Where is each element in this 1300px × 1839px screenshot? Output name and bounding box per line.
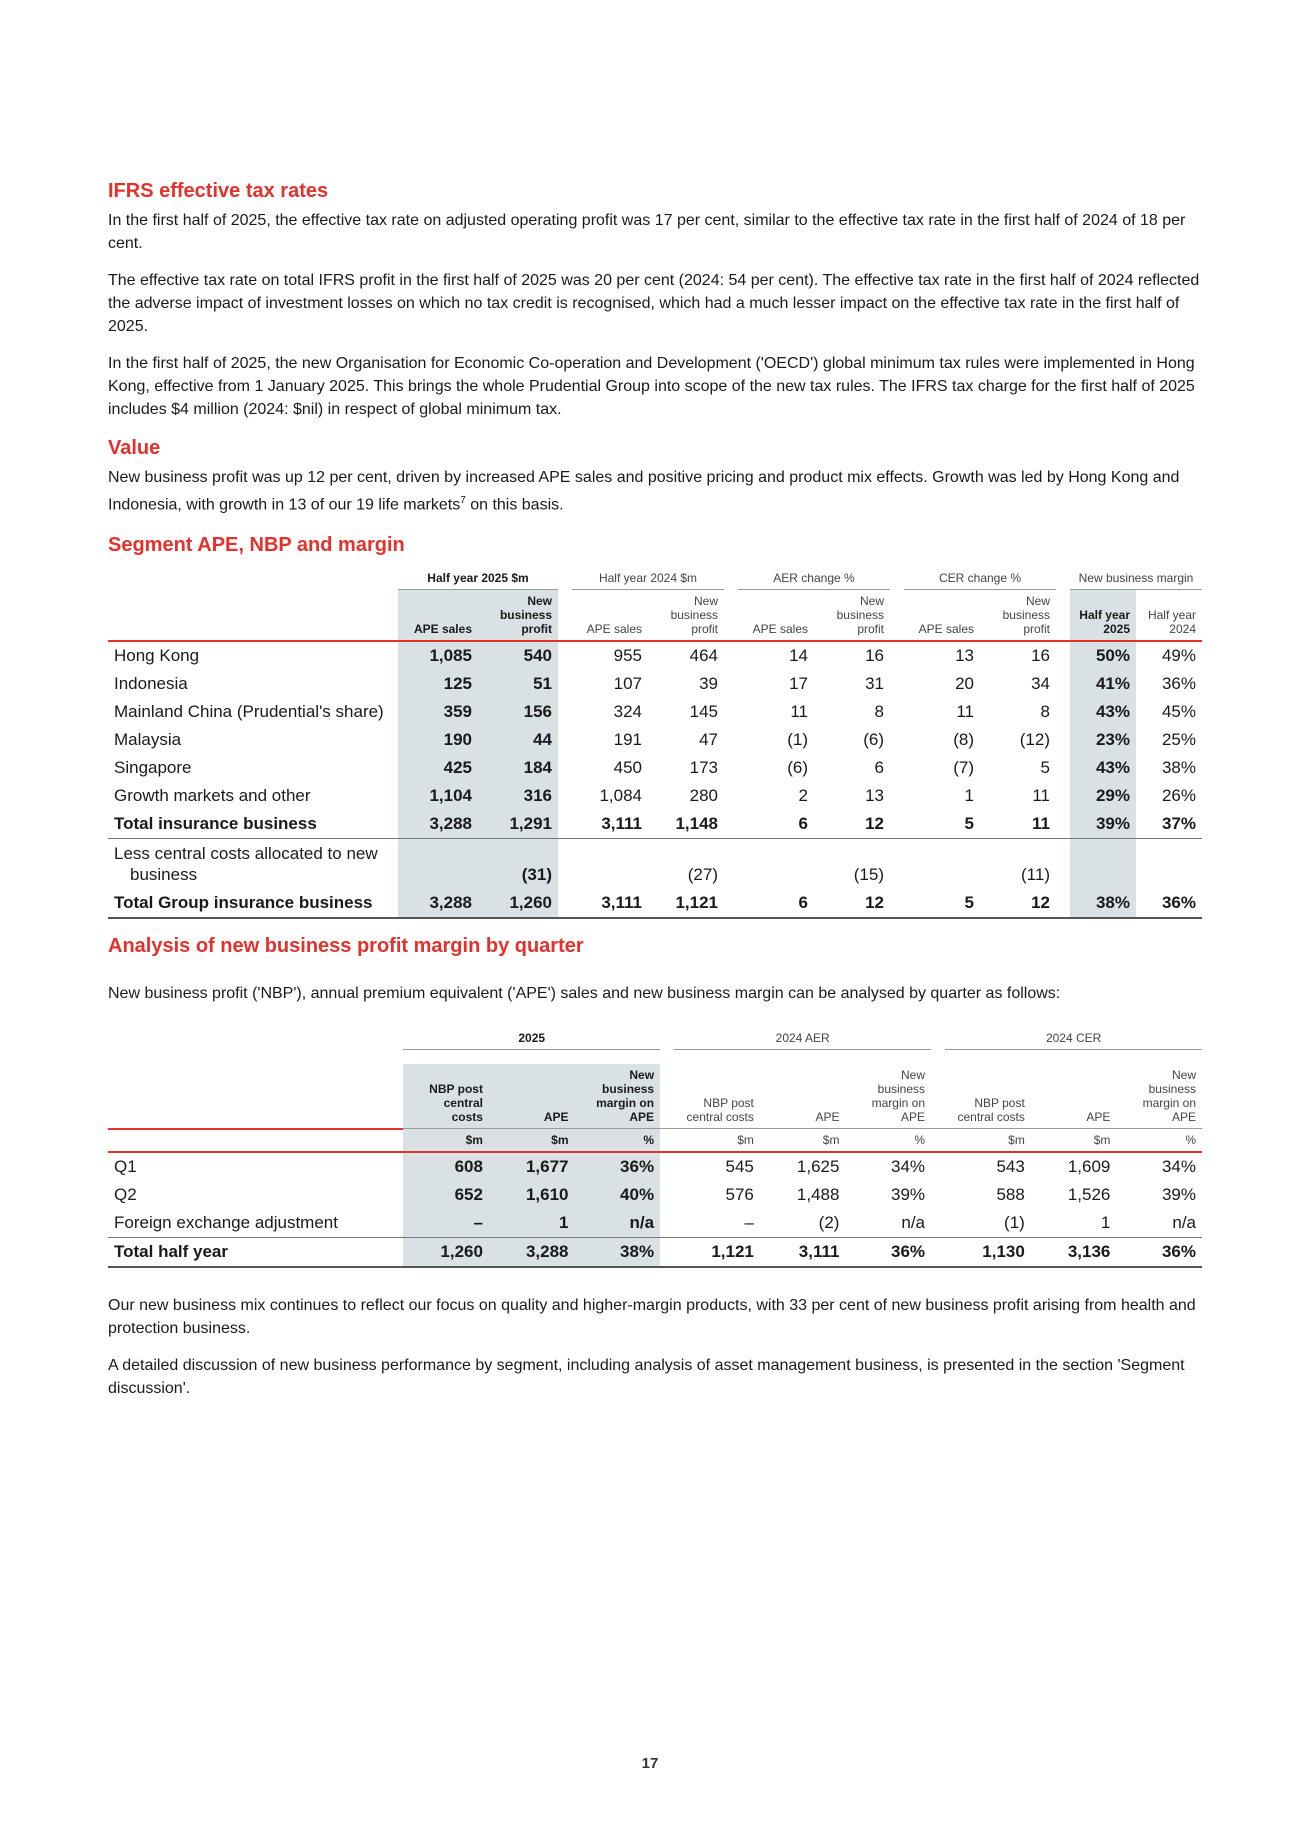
table-cell: 29% bbox=[1070, 782, 1136, 810]
table-cell: 359 bbox=[398, 698, 478, 726]
row-label: Indonesia bbox=[114, 674, 188, 694]
table-cell: (1) bbox=[945, 1209, 1031, 1238]
table-cell: n/a bbox=[575, 1209, 661, 1238]
table-cell: 39% bbox=[890, 1185, 926, 1205]
table-cell: 190 bbox=[398, 726, 478, 754]
table-cell: 652 bbox=[403, 1181, 489, 1209]
group-header-2025: 2025 bbox=[403, 1031, 660, 1050]
table-cell: 13 bbox=[955, 646, 974, 666]
table-cell: 1,260 bbox=[403, 1238, 489, 1268]
table-cell: 2 bbox=[798, 786, 808, 806]
column-header: Half year 2025 bbox=[1070, 590, 1136, 642]
page-number: 17 bbox=[641, 1755, 659, 1772]
table-cell: 1 bbox=[964, 786, 974, 806]
value-paragraph bbox=[108, 466, 1202, 516]
table-cell: 125 bbox=[398, 670, 478, 698]
table-cell: 425 bbox=[398, 754, 478, 782]
row-label: Less central costs allocated to new business bbox=[114, 844, 378, 885]
table-cell: 44 bbox=[478, 726, 558, 754]
table-cell: 11 bbox=[1032, 786, 1050, 806]
table-cell: 38% bbox=[575, 1238, 661, 1268]
table-cell: 34% bbox=[1161, 1157, 1196, 1177]
table-cell: 41% bbox=[1070, 670, 1136, 698]
table-row bbox=[108, 1181, 1202, 1209]
table-cell: (11) bbox=[1021, 865, 1050, 885]
column-header: APE bbox=[1086, 1110, 1111, 1125]
table-cell: 16 bbox=[1031, 646, 1050, 666]
unit-header: $m bbox=[674, 1129, 760, 1153]
column-header: New business margin on APE bbox=[1142, 1068, 1196, 1125]
table-cell: 1 bbox=[1031, 1209, 1117, 1238]
table-cell: 25% bbox=[1161, 730, 1196, 750]
column-header: New business profit bbox=[478, 590, 558, 642]
tax-heading: IFRS effective tax rates bbox=[108, 180, 329, 202]
table-cell: (6) bbox=[787, 758, 808, 778]
table-cell: 45% bbox=[1161, 702, 1196, 722]
column-header: APE sales bbox=[904, 590, 980, 642]
table-cell: 39% bbox=[1161, 1185, 1196, 1205]
table-cell: 11 bbox=[956, 702, 974, 722]
table-cell: 545 bbox=[725, 1157, 754, 1177]
table-cell: 540 bbox=[478, 641, 558, 670]
row-label: Foreign exchange adjustment bbox=[108, 1209, 403, 1238]
column-header: Half year 2024 bbox=[1136, 590, 1202, 642]
row-label: Malaysia bbox=[114, 730, 182, 750]
table-cell: 11 bbox=[790, 702, 808, 722]
table-cell: 191 bbox=[613, 730, 642, 750]
table-cell: 36% bbox=[845, 1238, 931, 1268]
group-header-hy2024: Half year 2024 $m bbox=[572, 571, 724, 590]
row-label: Hong Kong bbox=[114, 646, 200, 666]
table-cell bbox=[398, 839, 478, 890]
group-header-hy2025: Half year 2025 $m bbox=[398, 571, 558, 590]
table-cell: 43% bbox=[1070, 754, 1136, 782]
table-cell: 608 bbox=[403, 1152, 489, 1181]
table-cell: 3,136 bbox=[1031, 1238, 1117, 1268]
table-cell: 39% bbox=[1070, 810, 1136, 839]
table-cell: 1,104 bbox=[398, 782, 478, 810]
table-cell: n/a bbox=[845, 1209, 931, 1238]
table-cell: (27) bbox=[687, 865, 718, 885]
table-row bbox=[108, 670, 1202, 698]
table-cell: 40% bbox=[575, 1181, 661, 1209]
unit-header: $m bbox=[760, 1129, 846, 1153]
group-header-margin: New business margin bbox=[1070, 571, 1202, 590]
table-row bbox=[108, 1209, 1202, 1238]
quarter-intro: New business profit ('NBP'), annual premium equivalent ('APE') sales and new business margin can be analysed by quarter as follows: bbox=[108, 985, 1061, 1003]
table-cell: 1,121 bbox=[648, 889, 724, 918]
unit-header: $m bbox=[1031, 1129, 1117, 1153]
table-cell: 1 bbox=[489, 1209, 575, 1238]
column-header: APE sales bbox=[738, 590, 814, 642]
table-cell: 3,111 bbox=[572, 889, 648, 918]
value-heading: Value bbox=[108, 437, 161, 459]
table-cell: 6 bbox=[738, 810, 814, 839]
column-header: APE sales bbox=[398, 590, 478, 642]
table-cell: 107 bbox=[613, 674, 642, 694]
table-cell: 324 bbox=[613, 702, 642, 722]
table-cell: 20 bbox=[955, 674, 974, 694]
table-cell: 36% bbox=[1136, 889, 1202, 918]
table-cell: 280 bbox=[689, 786, 718, 806]
table-cell: 38% bbox=[1161, 758, 1196, 778]
table-cell: 1,625 bbox=[796, 1157, 840, 1177]
table-cell: 1,677 bbox=[489, 1152, 575, 1181]
table-row bbox=[108, 1152, 1202, 1181]
table-cell: 49% bbox=[1161, 646, 1196, 666]
row-label: Mainland China (Prudential's share) bbox=[114, 702, 384, 722]
table-cell: (8) bbox=[953, 730, 974, 750]
table-cell bbox=[1070, 839, 1136, 890]
row-label: Q1 bbox=[114, 1157, 137, 1177]
closing-paragraph-2: A detailed discussion of new business performance by segment, including analysis of asset management business, is presented in the section 'Segment discussion'. bbox=[108, 1357, 1185, 1398]
table-cell: 16 bbox=[865, 646, 884, 666]
table-cell: 43% bbox=[1070, 698, 1136, 726]
unit-header: $m bbox=[489, 1129, 575, 1153]
unit-header: $m bbox=[403, 1129, 489, 1153]
table-cell: 12 bbox=[980, 889, 1056, 918]
table-cell: 47 bbox=[699, 730, 718, 750]
column-header: New business margin on APE bbox=[871, 1068, 926, 1125]
row-label: Growth markets and other bbox=[114, 786, 311, 806]
table-cell: 6 bbox=[874, 758, 884, 778]
table-cell: 17 bbox=[789, 674, 808, 694]
column-header: APE bbox=[815, 1110, 840, 1125]
table-cell: 50% bbox=[1070, 641, 1136, 670]
table-cell bbox=[1136, 839, 1202, 890]
table-cell: (12) bbox=[1019, 730, 1050, 750]
table-cell: 34% bbox=[890, 1157, 926, 1177]
table-cell: 1,609 bbox=[1067, 1157, 1111, 1177]
table-row bbox=[108, 726, 1202, 754]
column-header: New business margin on APE bbox=[575, 1064, 661, 1129]
table-cell: 13 bbox=[865, 786, 884, 806]
table-cell: 173 bbox=[689, 758, 718, 778]
group-header-cer: CER change % bbox=[904, 571, 1056, 590]
table-cell: – bbox=[674, 1209, 760, 1238]
table-cell: 14 bbox=[789, 646, 808, 666]
table-cell: 1,130 bbox=[945, 1238, 1031, 1268]
table-cell: 1,291 bbox=[478, 810, 558, 839]
table-cell: 36% bbox=[1161, 674, 1196, 694]
table-cell: 36% bbox=[575, 1152, 661, 1181]
table-cell: n/a bbox=[1116, 1209, 1202, 1238]
unit-header: % bbox=[1116, 1129, 1202, 1153]
quarter-table bbox=[108, 1031, 1202, 1268]
table-cell: 588 bbox=[996, 1185, 1025, 1205]
table-cell: (6) bbox=[863, 730, 884, 750]
table-cell: 5 bbox=[904, 889, 980, 918]
column-header: New business profit bbox=[980, 590, 1056, 642]
table-cell: 576 bbox=[725, 1185, 754, 1205]
table-cell: 184 bbox=[478, 754, 558, 782]
table-cell: 450 bbox=[613, 758, 642, 778]
unit-header: % bbox=[575, 1129, 661, 1153]
table-cell: 11 bbox=[980, 810, 1056, 839]
closing-paragraph-1: Our new business mix continues to reflect our focus on quality and higher-margin products, with 33 per cent of new business profit arising from health and protection business. bbox=[108, 1297, 1196, 1338]
table-cell: 3,111 bbox=[572, 810, 648, 839]
unit-header: $m bbox=[945, 1129, 1031, 1153]
footnote-ref: 7 bbox=[460, 495, 466, 506]
table-cell: 8 bbox=[874, 702, 884, 722]
table-cell: 1,610 bbox=[489, 1181, 575, 1209]
page-content bbox=[108, 180, 1202, 1414]
table-row bbox=[108, 810, 1202, 839]
group-header-aer: AER change % bbox=[738, 571, 890, 590]
table-cell: 31 bbox=[865, 674, 884, 694]
table-cell: 51 bbox=[478, 670, 558, 698]
row-label: Q2 bbox=[114, 1185, 137, 1205]
segment-table bbox=[108, 571, 1202, 919]
table-cell: 156 bbox=[478, 698, 558, 726]
column-header: New business profit bbox=[814, 590, 890, 642]
table-row bbox=[108, 782, 1202, 810]
quarter-heading: Analysis of new business profit margin by quarter bbox=[108, 935, 584, 958]
table-cell: 3,288 bbox=[398, 889, 478, 918]
table-cell: 38% bbox=[1070, 889, 1136, 918]
table-cell bbox=[738, 839, 814, 890]
column-header: APE sales bbox=[572, 590, 648, 642]
value-text-end: on this basis. bbox=[465, 496, 564, 514]
segment-heading: Segment APE, NBP and margin bbox=[108, 534, 405, 557]
table-row bbox=[108, 754, 1202, 782]
tax-paragraph-2: The effective tax rate on total IFRS profit in the first half of 2025 was 20 per cent (2024: 54 per cent). The effective tax rate in the first half of 2024 reflected the adverse impact of investment losses on which no tax credit is recognised, which had a much lesser impact on the effective tax rate in the first half of 2025. bbox=[108, 272, 1200, 335]
tax-paragraph-3: In the first half of 2025, the new Organisation for Economic Co-operation and Development ('OECD') global minimum tax rules were implemented in Hong Kong, effective from 1 January 2025. This brings the whole Prudential Group into scope of the new tax rules. The IFRS tax charge for the first half of 2025 includes $4 million (2024: $nil) in respect of global minimum tax. bbox=[108, 355, 1195, 418]
table-row bbox=[108, 889, 1202, 918]
table-row bbox=[108, 698, 1202, 726]
table-cell: 543 bbox=[996, 1157, 1025, 1177]
column-header: NBP post central costs bbox=[686, 1096, 754, 1125]
table-row bbox=[108, 641, 1202, 670]
row-label: Total half year bbox=[108, 1238, 403, 1268]
table-cell: 39 bbox=[699, 674, 718, 694]
column-header: NBP post central costs bbox=[403, 1064, 489, 1129]
table-cell: 1,260 bbox=[478, 889, 558, 918]
table-cell: 1,526 bbox=[1067, 1185, 1111, 1205]
column-header: New business profit bbox=[648, 590, 724, 642]
table-cell: (7) bbox=[953, 758, 974, 778]
column-header: NBP post central costs bbox=[957, 1096, 1025, 1125]
table-cell: 8 bbox=[1040, 702, 1050, 722]
table-cell bbox=[904, 839, 980, 890]
table-cell: 316 bbox=[478, 782, 558, 810]
table-cell: – bbox=[403, 1209, 489, 1238]
table-cell: 1,488 bbox=[796, 1185, 840, 1205]
unit-header: % bbox=[845, 1129, 931, 1153]
group-header-2024-aer: 2024 AER bbox=[674, 1031, 931, 1050]
table-cell: 3,288 bbox=[398, 810, 478, 839]
table-cell: (15) bbox=[853, 865, 884, 885]
row-label: Total insurance business bbox=[108, 810, 398, 839]
table-cell: 464 bbox=[689, 646, 718, 666]
table-cell: 37% bbox=[1136, 810, 1202, 839]
table-cell: 1,148 bbox=[648, 810, 724, 839]
row-label: Total Group insurance business bbox=[108, 889, 398, 918]
table-cell: 36% bbox=[1116, 1238, 1202, 1268]
table-cell: 1,121 bbox=[674, 1238, 760, 1268]
table-row bbox=[108, 1238, 1202, 1268]
table-cell: 3,288 bbox=[489, 1238, 575, 1268]
row-label: Singapore bbox=[114, 758, 192, 778]
table-cell: 1,085 bbox=[398, 641, 478, 670]
table-cell bbox=[572, 839, 648, 890]
table-cell: (2) bbox=[760, 1209, 846, 1238]
tax-paragraph-1: In the first half of 2025, the effective tax rate on adjusted operating profit was 17 per cent, similar to the effective tax rate in the first half of 2024 of 18 per cent. bbox=[108, 212, 1186, 252]
table-cell: (31) bbox=[478, 839, 558, 890]
table-cell: 145 bbox=[689, 702, 718, 722]
table-cell: 955 bbox=[613, 646, 642, 666]
table-cell: 5 bbox=[1040, 758, 1050, 778]
table-cell: 23% bbox=[1070, 726, 1136, 754]
table-cell: 26% bbox=[1161, 786, 1196, 806]
table-cell: 6 bbox=[738, 889, 814, 918]
column-header: APE bbox=[489, 1064, 575, 1129]
table-cell: 12 bbox=[814, 889, 890, 918]
table-cell: (1) bbox=[787, 730, 808, 750]
table-cell: 5 bbox=[904, 810, 980, 839]
table-cell: 12 bbox=[814, 810, 890, 839]
value-text: New business profit was up 12 per cent, driven by increased APE sales and positive pricing and product mix effects. Growth was led by Hong Kong and Indonesia, with growth in 13 of our 19 life markets bbox=[108, 469, 1180, 514]
table-row bbox=[108, 839, 1202, 890]
table-cell: 34 bbox=[1031, 674, 1050, 694]
table-cell: 1,084 bbox=[599, 786, 642, 806]
group-header-2024-cer: 2024 CER bbox=[945, 1031, 1202, 1050]
table-cell: 3,111 bbox=[760, 1238, 846, 1268]
